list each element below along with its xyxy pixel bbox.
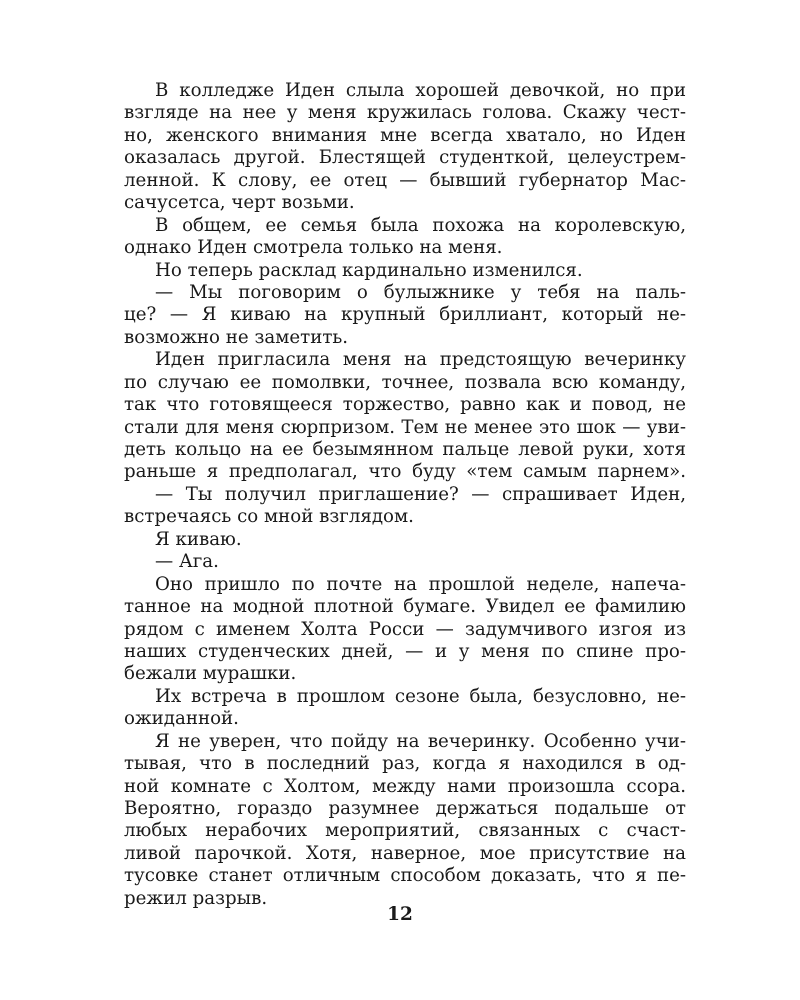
text-line: Иден пригласила меня на предстоящую вечеринку (155, 349, 686, 371)
text-line: но, женского внимания мне всегда хватало, но Иден (124, 124, 686, 146)
text-line: тывая, что в последний раз, когда я находился в од- (124, 753, 686, 775)
text-line: Их встреча в прошлом сезоне была, безусловно, не- (155, 685, 686, 707)
text-line: В колледже Иден слыла хорошей девочкой, но при (155, 80, 686, 101)
text-line: взгляде на нее у меня кружилась голова. Скажу чест- (124, 102, 686, 124)
text-line: тусовке станет отличным способом доказать, что я пе- (124, 865, 686, 887)
text-line: — Ага. (155, 551, 219, 573)
text-line: стали для меня сюрпризом. Тем не менее это шок — уви- (124, 416, 686, 438)
text-line: любых нерабочих мероприятий, связанных с счаст- (124, 820, 686, 842)
page-number: 12 (387, 904, 413, 925)
text-line: бежали мурашки. (124, 663, 297, 685)
text-line: ливой парочкой. Хотя, наверное, мое присутствие на (124, 842, 686, 864)
text-line: — Ты получил приглашение? — спрашивает Иден, (155, 483, 686, 505)
text-line: однако Иден смотрела только на меня. (124, 237, 503, 259)
text-line: ленной. К слову, ее отец — бывший губернатор Мас- (124, 169, 686, 191)
text-line: так что готовящееся торжество, равно как и повод, не (124, 394, 686, 416)
text-line: Но теперь расклад кардинально изменился. (155, 259, 583, 281)
text-line: сачусетса, черт возьми. (124, 192, 355, 214)
text-line: по случаю ее помолвки, точнее, позвала всю команду, (124, 371, 686, 393)
text-line: це? — Я киваю на крупный бриллиант, который не- (124, 304, 686, 326)
text-line: Вероятно, гораздо разумнее держаться подальше от (124, 798, 686, 819)
text-line: возможно не заметить. (124, 326, 349, 348)
text-line: встречаясь со мной взглядом. (124, 506, 414, 528)
text-line: раньше я предполагал, что буду «тем самым парнем». (124, 461, 686, 483)
text-line: ной комнате с Холтом, между нами произошла ссора. (124, 775, 686, 797)
text-line: Оно пришло по почте на прошлой неделе, напеча- (155, 573, 686, 595)
body-text (124, 80, 686, 910)
text-line: — Мы поговорим о булыжнике у тебя на паль- (155, 281, 686, 303)
text-line: В общем, ее семья была похожа на королевскую, (155, 214, 686, 236)
text-line: оказалась другой. Блестящей студенткой, целеустрем- (124, 147, 686, 169)
text-line: Я не уверен, что пойду на вечеринку. Особенно учи- (155, 730, 686, 752)
text-line: ожиданной. (124, 708, 239, 730)
text-line: Я киваю. (155, 528, 242, 550)
text-line: танное на модной плотной бумаге. Увидел ее фамилию (124, 596, 686, 618)
text-line: наших студенческих дней, — и у меня по спине про- (124, 640, 686, 662)
text-line: деть кольцо на ее безымянном пальце левой руки, хотя (124, 439, 686, 460)
text-line: режил разрыв. (124, 887, 268, 909)
text-line: рядом с именем Холта Росси — задумчивого изгоя из (124, 618, 686, 640)
